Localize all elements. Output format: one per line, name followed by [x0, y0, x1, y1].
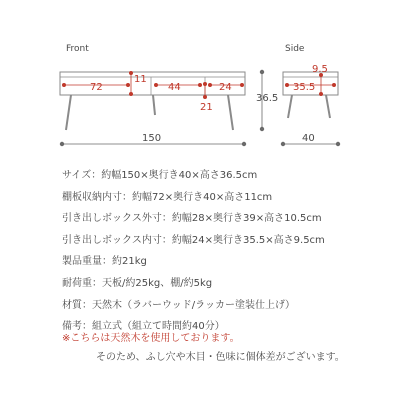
side-label: Side	[285, 44, 305, 54]
front-view	[60, 72, 245, 130]
measure-dot	[240, 83, 243, 86]
measure-dot	[208, 83, 211, 86]
spec-drawer-inner: 引き出しボックス内寸：約幅24×奥行き35.5×高さ9.5cm	[62, 234, 325, 246]
spec-shelf-inner: 棚板収納内寸：約幅72×奥行き40×高さ11cm	[62, 191, 273, 203]
front-width-label: 150	[142, 133, 162, 144]
measure-dot	[62, 83, 65, 86]
measure-dot	[129, 92, 132, 95]
dimension-dot	[260, 70, 264, 74]
front-box1-width-label: 44	[168, 82, 181, 93]
front-box2-width-label: 24	[219, 82, 232, 93]
front-box-height-label: 21	[200, 102, 213, 113]
spec-size: サイズ：約幅150×奥行き40×高さ36.5cm	[62, 170, 258, 181]
front-tabletop	[60, 72, 245, 95]
dimension-diagram	[0, 0, 400, 165]
natural-wood-note: ※こちらは天然木を使用しております。	[62, 333, 240, 344]
side-depth-label: 40	[302, 133, 315, 144]
spec-load-capacity: 耐荷重：天板/約25kg、棚/約5kg	[62, 277, 213, 289]
dimension-dot	[281, 142, 285, 146]
front-height-label: 36.5	[256, 93, 279, 104]
dimension-dot	[336, 142, 340, 146]
front-leg-3	[228, 95, 233, 130]
side-view	[283, 72, 338, 118]
dimension-dot	[60, 142, 64, 146]
spec-material: 材質：天然木（ラバーウッド/ラッカー塗装仕上げ）	[62, 299, 295, 311]
side-leg-1	[288, 95, 292, 118]
spec-notes: 備考：組立式（組立て時間約40分）	[62, 321, 225, 333]
side-box-height-label: 9.5	[312, 64, 328, 75]
measure-dot	[285, 83, 288, 86]
front-shelf-height-label: 11	[134, 74, 147, 85]
measure-dot	[129, 71, 132, 74]
spec-drawer-outer: 引き出しボックス外寸：約幅28×奥行き39×高さ10.5cm	[62, 213, 322, 225]
dimension-dot	[242, 142, 246, 146]
measure-dot	[126, 83, 129, 86]
individual-difference-note: そのため、ふし穴や木目・色味に個体差がございます。	[96, 352, 345, 363]
dimension-dot	[260, 127, 264, 131]
side-leg-2	[326, 95, 330, 118]
measure-dot	[203, 95, 206, 98]
front-leg-1	[66, 95, 71, 130]
front-shelf-width-label: 72	[90, 82, 103, 93]
front-leg-2	[153, 95, 155, 115]
measure-dot	[203, 82, 206, 85]
side-box-depth-label: 35.5	[293, 82, 316, 93]
measure-dot	[154, 83, 157, 86]
front-label: Front	[66, 44, 89, 54]
measure-dot	[319, 92, 322, 95]
spec-weight: 製品重量：約21kg	[62, 256, 147, 268]
measure-dot	[332, 83, 335, 86]
measure-dot	[198, 83, 201, 86]
spec-list	[62, 170, 325, 343]
